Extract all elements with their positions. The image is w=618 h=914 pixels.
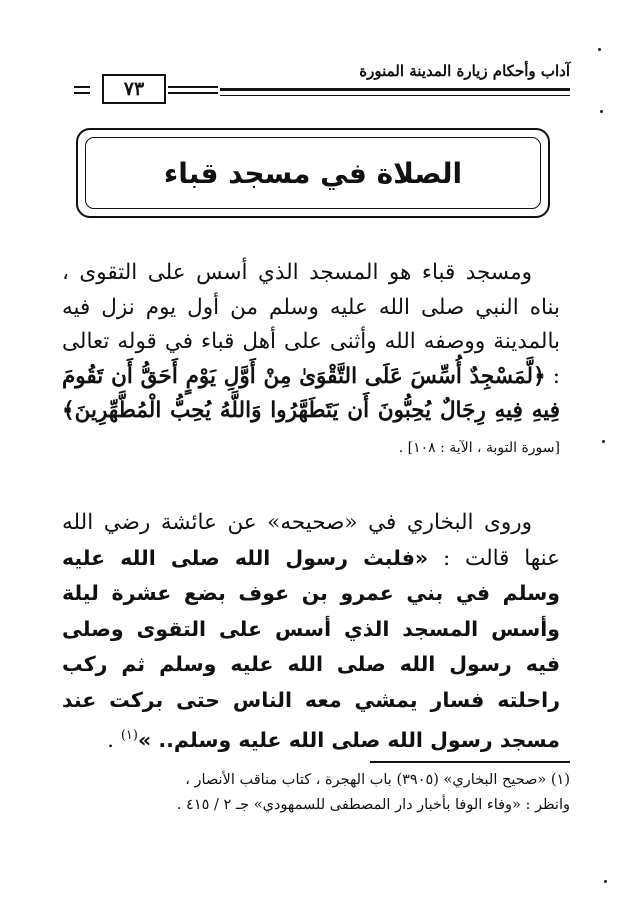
surah-citation: [سورة التوبة ، الآية : ١٠٨] . bbox=[398, 439, 560, 456]
scan-speck bbox=[600, 110, 603, 113]
chapter-title: الصلاة في مسجد قباء bbox=[163, 156, 463, 190]
page-number: ٧٣ bbox=[102, 74, 166, 104]
scan-speck bbox=[602, 440, 605, 443]
paragraph-1-text: ومسجد قباء هو المسجد الذي أسس على التقوى ، بناه النبي صلى الله عليه وسلم من أول يوم نزل فيه بالمدينة ووصفه الله وأثنى على أهل قباء في قوله تعالى : bbox=[62, 260, 560, 389]
paragraph-bukhari-narration bbox=[62, 506, 560, 758]
quran-verse: ﴿لَّمَسْجِدٌ أُسِّسَ عَلَى التَّقْوَىٰ مِنْ أَوَّلِ يَوْمٍ أَحَقُّ أَن تَقُومَ فِيهِ فِيهِ رِجَالٌ يُحِبُّونَ أَن يَتَطَهَّرُوا وَاللَّهُ يُحِبُّ الْمُطَّهِّرِينَ﴾ bbox=[62, 363, 560, 424]
header-dash-marks-left bbox=[74, 86, 90, 96]
footnote-line-2: وانظر : «وفاء الوفا بأخبار دار المصطفى للسمهودي» جـ ٢ / ٤١٥ . bbox=[176, 797, 570, 813]
header-dash-marks-right bbox=[168, 86, 218, 96]
footnote-line-1: (١) «صحيح البخاري» (٣٩٠٥) باب الهجرة ، كتاب مناقب الأنصار ، bbox=[185, 772, 570, 788]
chapter-title-frame bbox=[76, 128, 550, 218]
paragraph-2-intro: وروى البخاري في «صحيحه» عن عائشة رضي الله عنها قالت : bbox=[62, 510, 560, 571]
scan-speck bbox=[598, 48, 601, 51]
paragraph-masjid-quba bbox=[62, 256, 560, 466]
running-title: آداب وأحكام زيارة المدينة المنورة bbox=[359, 62, 570, 80]
header-rule-thick bbox=[220, 88, 570, 91]
scan-speck bbox=[604, 880, 607, 883]
running-header bbox=[70, 58, 570, 114]
footnotes bbox=[56, 768, 570, 818]
paragraph-2-end: . bbox=[107, 727, 121, 753]
header-rule-thin bbox=[220, 95, 570, 96]
footnote-separator bbox=[370, 761, 570, 763]
footnote-reference: (١) bbox=[120, 727, 138, 743]
hadith-text: «فلبث رسول الله صلى الله عليه وسلم في بني عمرو بن عوف بضع عشرة ليلة وأسس المسجد الذي أسس على التقوى وصلى فيه رسول الله صلى الله عليه وسلم ثم ركب راحلته فسار يمشي معه الناس حتى بركت عند مسجد رسول الله صلى الله عليه وسلم.. » bbox=[62, 545, 560, 752]
chapter-title-inner-frame bbox=[85, 137, 541, 209]
